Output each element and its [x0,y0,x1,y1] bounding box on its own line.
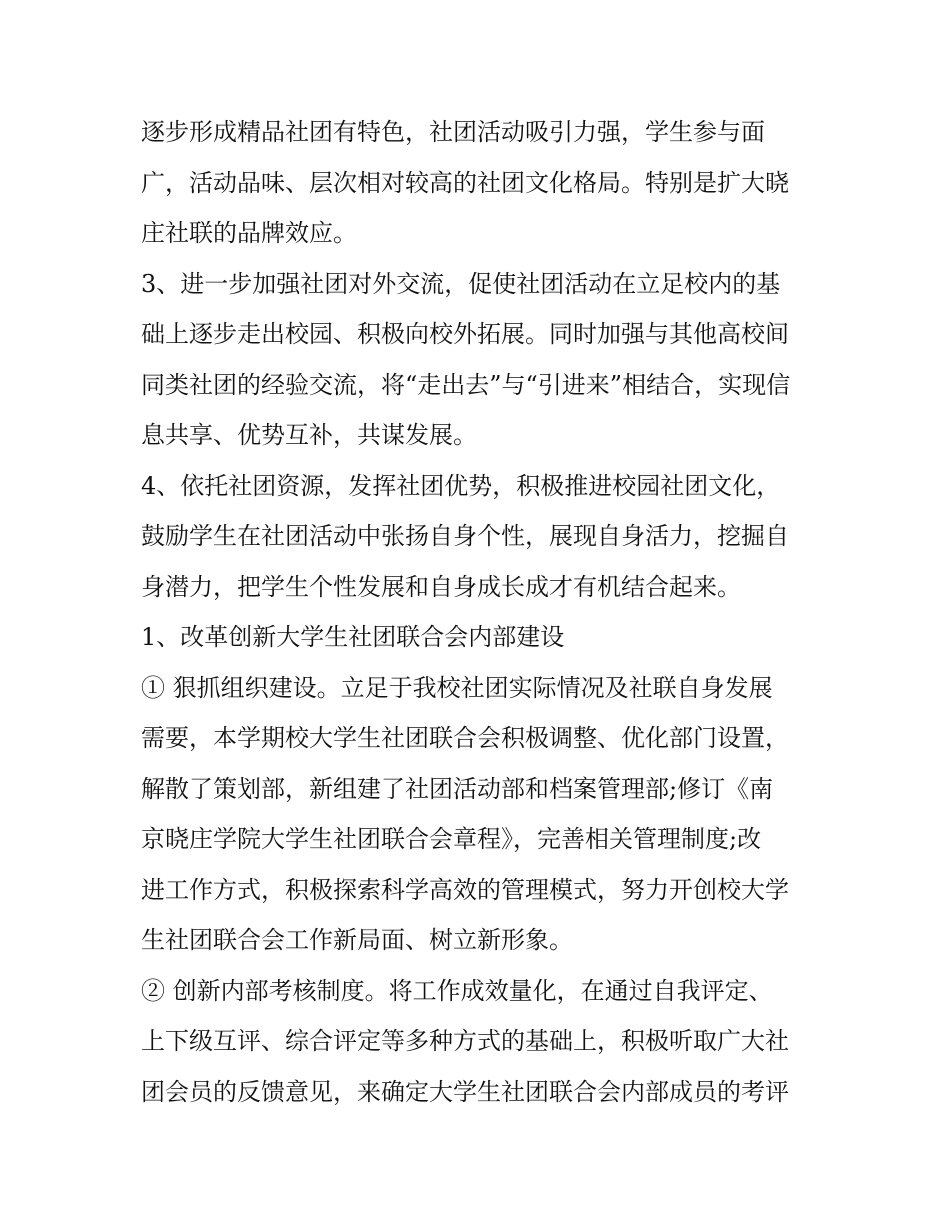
text-line: 解散了策划部，新组建了社团活动部和档案管理部;修订《南 [141,774,774,803]
text-line: 1、改革创新大学生社团联合会内部建设 [141,623,565,651]
text-line: 4、依托社团资源，发挥社团优势，积极推进校园社团文化， [141,471,781,500]
text-line: 庄社联的品牌效应。 [141,219,357,247]
text-line: 息共享、优势互补，共谋发展。 [141,421,477,449]
text-line: 础上逐步走出校园、积极向校外拓展。同时加强与其他高校间 [141,320,789,348]
text-line: 鼓励学生在社团活动中张扬自身个性，展现自身活力，挖掘自 [141,522,789,550]
text-line: 身潜力，把学生个性发展和自身成长成才有机结合起来。 [141,572,741,601]
text-line: 逐步形成精品社团有特色，社团活动吸引力强，学生参与面 [141,118,765,146]
text-line: 广，活动品味、层次相对较高的社团文化格局。特别是扩大晓 [141,168,789,197]
text-line: 生社团联合会工作新局面、树立新形象。 [141,926,573,954]
text-line: 3、进一步加强社团对外交流，促使社团活动在立足校内的基 [141,269,781,298]
text-line: 同类社团的经验交流，将“走出去”与“引进来”相结合，实现信 [141,370,791,399]
document-body [141,107,821,1117]
text-line: ① 狠抓组织建设。立足于我校社团实际情况及社联自身发展 [141,673,773,702]
text-line: 上下级互评、综合评定等多种方式的基础上，积极听取广大社 [141,1027,789,1055]
text-line: ② 创新内部考核制度。将工作成效量化，在通过自我评定、 [141,976,773,1005]
text-line: 京晓庄学院大学生社团联合会章程》，完善相关管理制度;改 [141,825,762,853]
text-line: 需要，本学期校大学生社团联合会积极调整、优化部门设置， [141,724,789,752]
text-line: 团会员的反馈意见，来确定大学生社团联合会内部成员的考评 [141,1077,789,1106]
text-line: 进工作方式，积极探索科学高效的管理模式，努力开创校大学 [141,875,789,904]
